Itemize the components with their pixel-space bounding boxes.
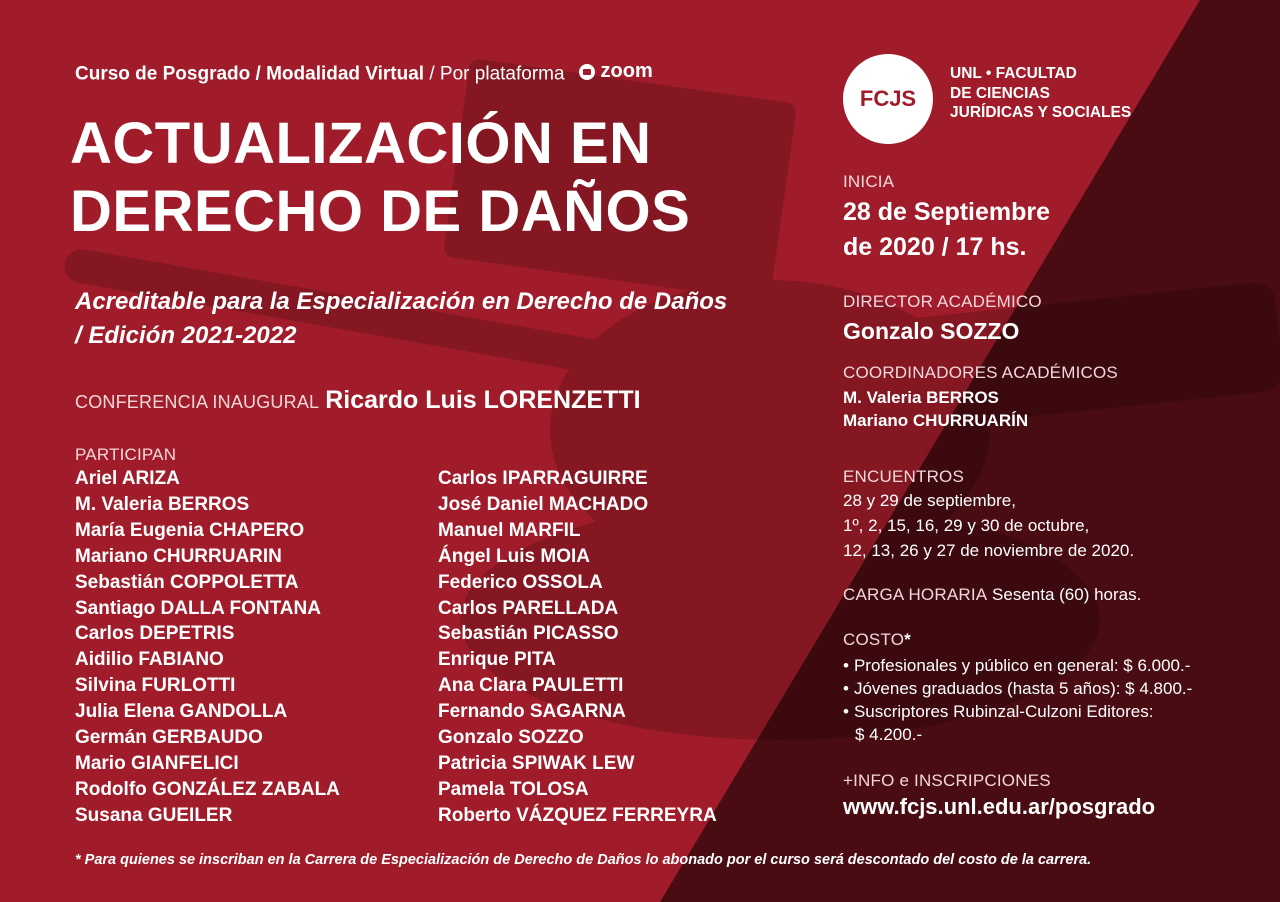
participant-name: Ariel ARIZA <box>75 468 180 489</box>
participant-name: Julia Elena GANDOLLA <box>75 701 288 723</box>
encuentros-dates: 28 y 29 de septiembre, 1º, 2, 15, 16, 29 y 30 de octubre, 12, 13, 26 y 27 de noviembre de 2020. <box>843 491 1135 560</box>
cost-label: COSTO* <box>843 630 911 649</box>
encuentros-label: ENCUENTROS <box>843 467 965 486</box>
footnote: * Para quienes se inscriban en la Carrera de Especialización de Derecho de Daños lo abonado por el curso será descontado del costo de la carrera. <box>75 852 1092 868</box>
cost-item-continued: $ 4.200.- <box>855 725 923 744</box>
course-subtitle: Acreditable para la Especialización en Derecho de Daños / Edición 2021-2022 <box>75 288 728 349</box>
participant-name: Rodolfo GONZÁLEZ ZABALA <box>75 778 340 800</box>
participant-name: Carlos PARELLADA <box>438 597 619 619</box>
participant-name: Manuel MARFIL <box>438 519 581 541</box>
participant-name: Mario GIANFELICI <box>75 752 239 774</box>
participant-name: Sebastián PICASSO <box>438 623 619 645</box>
cost-item: • Suscriptores Rubinzal-Culzoni Editores: <box>843 702 1154 721</box>
camera-icon <box>579 64 595 80</box>
course-modality: Curso de Posgrado / Modalidad Virtual / Por plataforma zoom <box>75 60 653 85</box>
cost-list <box>843 654 1192 746</box>
cost-item: • Profesionales y público en general: $ 6.000.- <box>843 656 1191 675</box>
participant-name: Fernando SAGARNA <box>438 701 626 723</box>
participant-name: Enrique PITA <box>438 649 556 671</box>
participant-name: Ana Clara PAULETTI <box>438 675 624 697</box>
coordinators-names: M. Valeria BERROS Mariano CHURRUARÍN <box>843 388 1029 430</box>
director-label: DIRECTOR ACADÉMICO <box>843 292 1042 311</box>
participant-name: Carlos DEPETRIS <box>75 623 235 645</box>
fcjs-logo: FCJS <box>843 54 933 144</box>
participants-column-1 <box>75 466 340 829</box>
participant-name: Mariano CHURRUARIN <box>75 545 282 567</box>
participant-name: Gonzalo SOZZO <box>438 727 584 749</box>
participants-column-2 <box>438 466 717 829</box>
workload: CARGA HORARIA Sesenta (60) horas. <box>843 585 1142 604</box>
participant-name: Santiago DALLA FONTANA <box>75 597 321 619</box>
participant-name: José Daniel MACHADO <box>438 493 649 515</box>
participant-name: M. Valeria BERROS <box>75 493 250 515</box>
participant-name: Carlos IPARRAGUIRRE <box>438 468 648 489</box>
start-date: 28 de Septiembre de 2020 / 17 hs. <box>843 198 1051 261</box>
participant-name: Patricia SPIWAK LEW <box>438 752 635 774</box>
zoom-logo: zoom <box>579 60 653 83</box>
participant-name: Federico OSSOLA <box>438 571 603 593</box>
faculty-name: UNL • FACULTAD DE CIENCIAS JURÍDICAS Y SOCIALES <box>950 65 1132 121</box>
director-name: Gonzalo SOZZO <box>843 318 1020 344</box>
participant-name: María Eugenia CHAPERO <box>75 519 305 541</box>
info-label: +INFO e INSCRIPCIONES <box>843 771 1051 790</box>
participant-name: Susana GUEILER <box>75 804 233 826</box>
participants-label: PARTICIPAN <box>75 445 177 464</box>
participant-name: Silvina FURLOTTI <box>75 675 236 697</box>
coordinators-label: COORDINADORES ACADÉMICOS <box>843 363 1118 382</box>
course-title: ACTUALIZACIÓN EN DERECHO DE DAÑOS <box>70 111 691 244</box>
registration-link[interactable]: www.fcjs.unl.edu.ar/posgrado <box>843 794 1156 819</box>
inicia-label: INICIA <box>843 172 895 191</box>
participant-name: Germán GERBAUDO <box>75 727 263 749</box>
inaugural-conference: CONFERENCIA INAUGURAL Ricardo Luis LORENZETTI <box>75 386 641 414</box>
cost-item: • Jóvenes graduados (hasta 5 años): $ 4.800.- <box>843 679 1193 698</box>
participant-name: Roberto VÁZQUEZ FERREYRA <box>438 804 717 826</box>
participant-name: Pamela TOLOSA <box>438 778 589 800</box>
participant-name: Ángel Luis MOIA <box>438 545 590 567</box>
participant-name: Aidilio FABIANO <box>75 649 224 671</box>
participant-name: Sebastián COPPOLETTA <box>75 571 299 593</box>
